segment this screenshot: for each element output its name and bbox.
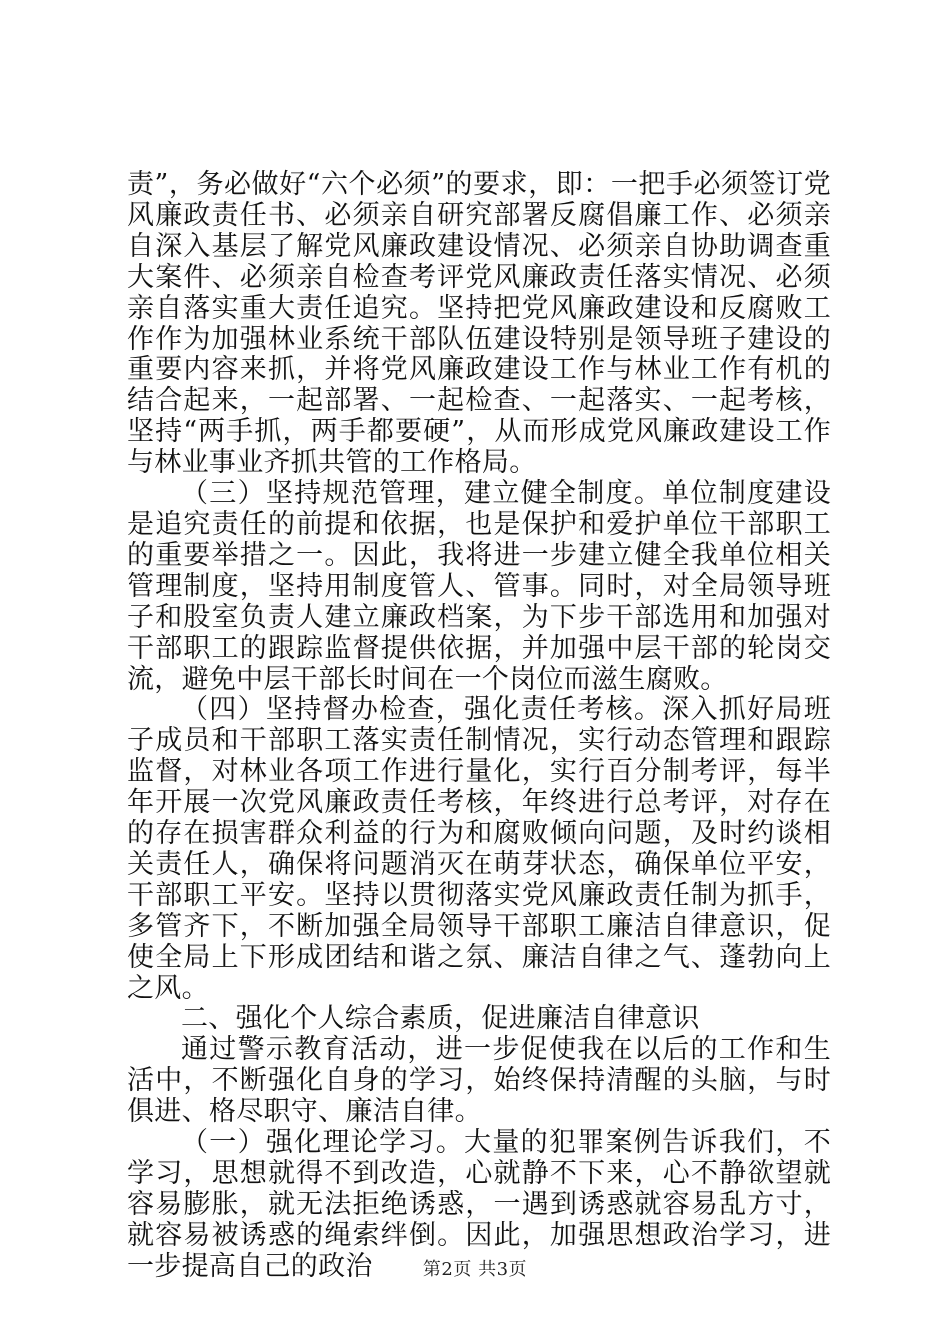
- paragraph-subsection-one: （一）强化理论学习。大量的犯罪案例告诉我们，不学习，思想就得不到改造，心就静不下来，心不静欲望就容易膨胀，就无法拒绝诱惑，一遇到诱惑就容易乱方寸，就容易被诱惑的绳索绊倒。因此，加强思想政治学习，进一步提高自己的政治: [127, 1127, 831, 1282]
- section-heading-two: 二、强化个人综合素质，促进廉洁自律意识: [181, 1003, 700, 1035]
- document-body: [127, 170, 831, 1283]
- paragraph-section-three: （三）坚持规范管理，建立健全制度。单位制度建设是追究责任的前提和依据，也是保护和爱护单位干部职工的重要举措之一。因此，我将进一步建立健全我单位相关管理制度，坚持用制度管人、管事。同时，对全局领导班子和股室负责人建立廉政档案，为下步干部选用和加强对干部职工的跟踪监督提供依据，并加强中层干部的轮岗交流，避免中层干部长时间在一个岗位而滋生腐败。: [127, 478, 831, 695]
- paragraph-section-four: （四）坚持督办检查，强化责任考核。深入抓好局班子成员和干部职工落实责任制情况，实行动态管理和跟踪监督，对林业各项工作进行量化，实行百分制考评，每半年开展一次党风廉政责任考核，年终进行总考评，对存在的存在损害群众利益的行为和腐败倾向问题，及时约谈相关责任人，确保将问题消灭在萌芽状态，确保单位平安，干部职工平安。坚持以贯彻落实党风廉政责任制为抓手，多管齐下，不断加强全局领导干部职工廉洁自律意识，促使全局上下形成团结和谐之氛、廉洁自律之气、蓬勃向上之风。: [127, 694, 831, 1004]
- page-number-footer: 第2页 共3页: [422, 1259, 528, 1280]
- paragraph-intro-two: 通过警示教育活动，进一步促使我在以后的工作和生活中，不断强化自身的学习，始终保持清醒的头脑，与时俱进、格尽职守、廉洁自律。: [127, 1034, 831, 1128]
- paragraph-continuation: 责”，务必做好“六个必须”的要求，即：一把手必须签订党风廉政责任书、必须亲自研究部署反腐倡廉工作、必须亲自深入基层了解党风廉政建设情况、必须亲自协助调查重大案件、必须亲自检查考评党风廉政责任落实情况、必须亲自落实重大责任追究。坚持把党风廉政建设和反腐败工作作为加强林业系统干部队伍建设特别是领导班子建设的重要内容来抓，并将党风廉政建设工作与林业工作有机的结合起来，一起部署、一起检查、一起落实、一起考核，坚持“两手抓，两手都要硬”，从而形成党风廉政建设工作与林业事业齐抓共管的工作格局。: [127, 169, 831, 479]
